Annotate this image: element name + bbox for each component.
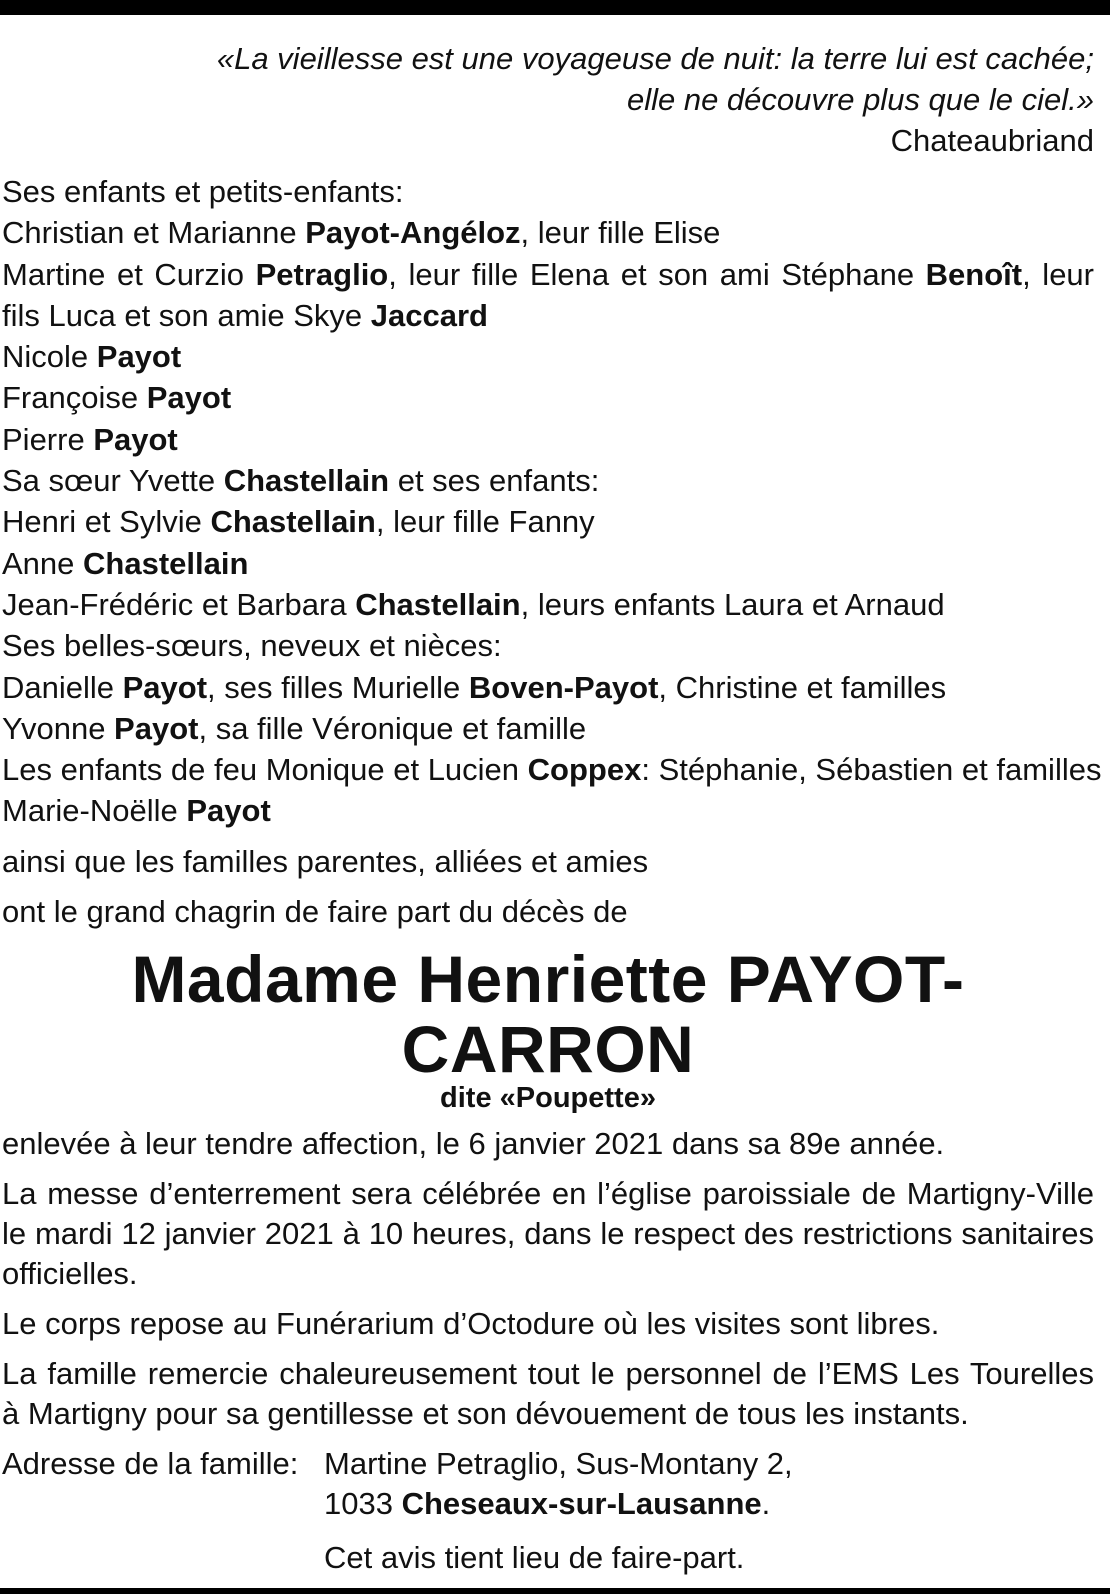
- family-surname: Payot: [146, 380, 232, 416]
- family-surname: Chastellain: [210, 504, 376, 540]
- family-text: , leur fille Elena et son ami Stéphane: [388, 256, 926, 292]
- family-surname: Boven-Payot: [468, 669, 659, 705]
- family-text: Danielle: [2, 669, 123, 705]
- family-text: , leur fille Fanny: [375, 504, 595, 540]
- obituary-notice: [2, 38, 1102, 1578]
- family-text: Anne: [2, 545, 84, 581]
- inlaws-intro: Ses belles-sœurs, neveux et nièces:: [2, 628, 502, 664]
- family-row: [2, 749, 1102, 790]
- family-text: , leurs enfants Laura et Arnaud: [520, 586, 945, 622]
- family-row: [2, 584, 1094, 625]
- announcement-intro: ont le grand chagrin de faire part du décès de: [2, 893, 628, 929]
- family-text: , leur fille Elise: [520, 215, 721, 251]
- family-text: , sa fille Véronique et famille: [198, 710, 587, 746]
- family-row: [2, 336, 1094, 377]
- death-date-line: enlevée à leur tendre affection, le 6 janvier 2021 dans sa 89e année.: [2, 1125, 945, 1161]
- family-text: Les enfants de feu Monique et Lucien: [2, 752, 528, 788]
- family-row: [2, 419, 1094, 460]
- family-surname: Chastellain: [83, 545, 249, 581]
- family-list: [2, 171, 1102, 832]
- family-surname: Chastellain: [223, 463, 390, 499]
- address-street: Martine Petraglio, Sus-Montany 2,: [324, 1445, 793, 1481]
- address-city-row: [2, 1484, 1094, 1524]
- deceased-name: Madame Henriette PAYOT-CARRON: [131, 941, 965, 1086]
- family-text: , Christine et familles: [658, 669, 947, 705]
- family-row: [2, 460, 1094, 501]
- family-text: : Stéphanie, Sébastien et familles: [641, 752, 1102, 788]
- family-text: , ses filles Murielle: [207, 669, 469, 705]
- family-text: , leur fils Luca et son amie Skye: [2, 256, 1094, 333]
- family-text: Marie-Noëlle: [2, 793, 187, 829]
- address-city: Cheseaux-sur-Lausanne: [401, 1485, 762, 1521]
- family-row: [2, 254, 1094, 337]
- extended-family-line: ainsi que les familles parentes, alliées et amies: [2, 843, 649, 879]
- family-row: [2, 667, 1094, 708]
- family-text: Sa sœur Yvette: [2, 463, 224, 499]
- address-postcode: 1033: [324, 1485, 402, 1521]
- family-text: Nicole: [2, 339, 97, 375]
- family-text: Christian et Marianne: [2, 215, 306, 251]
- family-surname: Payot: [93, 421, 178, 457]
- family-text: Françoise: [2, 380, 147, 416]
- family-surname: Chastellain: [355, 586, 521, 622]
- quote-author: Chateaubriand: [890, 123, 1094, 158]
- family-surname: Coppex: [527, 752, 642, 788]
- family-surname: Petraglio: [255, 256, 389, 292]
- family-row: [2, 708, 1094, 749]
- family-surname: Payot: [114, 710, 199, 746]
- family-surname: Jaccard: [370, 297, 488, 333]
- children-intro: Ses enfants et petits-enfants:: [2, 174, 404, 209]
- funeral-mass-paragraph: La messe d’enterrement sera célébrée en l’église paroissiale de Martigny-Ville le mardi 12 janvier 2021 à 10 heures, dans le respect des restrictions sanitaires officielles.: [2, 1175, 1094, 1291]
- address-label: Adresse de la famille:: [2, 1445, 299, 1481]
- family-surname: Payot-Angéloz: [305, 215, 521, 251]
- family-text: Martine et Curzio: [2, 256, 256, 292]
- family-text: Yvonne: [2, 710, 115, 746]
- family-surname: Benoît: [925, 256, 1023, 292]
- closing-note: Cet avis tient lieu de faire-part.: [324, 1539, 745, 1575]
- deceased-nickname: dite «Poupette»: [440, 1081, 656, 1114]
- family-row: [2, 790, 1094, 831]
- quote-line-2: elle ne découvre plus que le ciel.»: [626, 82, 1094, 117]
- family-row: [2, 377, 1094, 418]
- family-row: [2, 212, 1094, 253]
- family-address: [2, 1444, 1094, 1524]
- family-text: et ses enfants:: [389, 463, 600, 499]
- family-row: [2, 543, 1094, 584]
- epigraph-quote: [2, 38, 1094, 161]
- family-text: Pierre: [2, 421, 94, 457]
- family-text: Henri et Sylvie: [2, 504, 211, 540]
- family-row: [2, 501, 1094, 542]
- family-surname: Payot: [122, 669, 208, 705]
- family-surname: Payot: [96, 339, 182, 375]
- quote-line-1: «La vieillesse est une voyageuse de nuit: la terre lui est cachée;: [216, 41, 1094, 76]
- address-period: .: [761, 1485, 771, 1521]
- top-border-rule: [0, 0, 1110, 15]
- family-text: Jean-Frédéric et Barbara: [2, 586, 356, 622]
- address-row: [2, 1444, 1094, 1484]
- body-location-paragraph: Le corps repose au Funérarium d’Octodure où les visites sont libres.: [2, 1305, 940, 1341]
- family-surname: Payot: [186, 793, 271, 829]
- bottom-border-rule: [0, 1588, 1110, 1594]
- thanks-paragraph: La famille remercie chaleureusement tout le personnel de l’EMS Les Tourelles à Martigny pour sa gentillesse et son dévouement de tous les instants.: [2, 1355, 1094, 1431]
